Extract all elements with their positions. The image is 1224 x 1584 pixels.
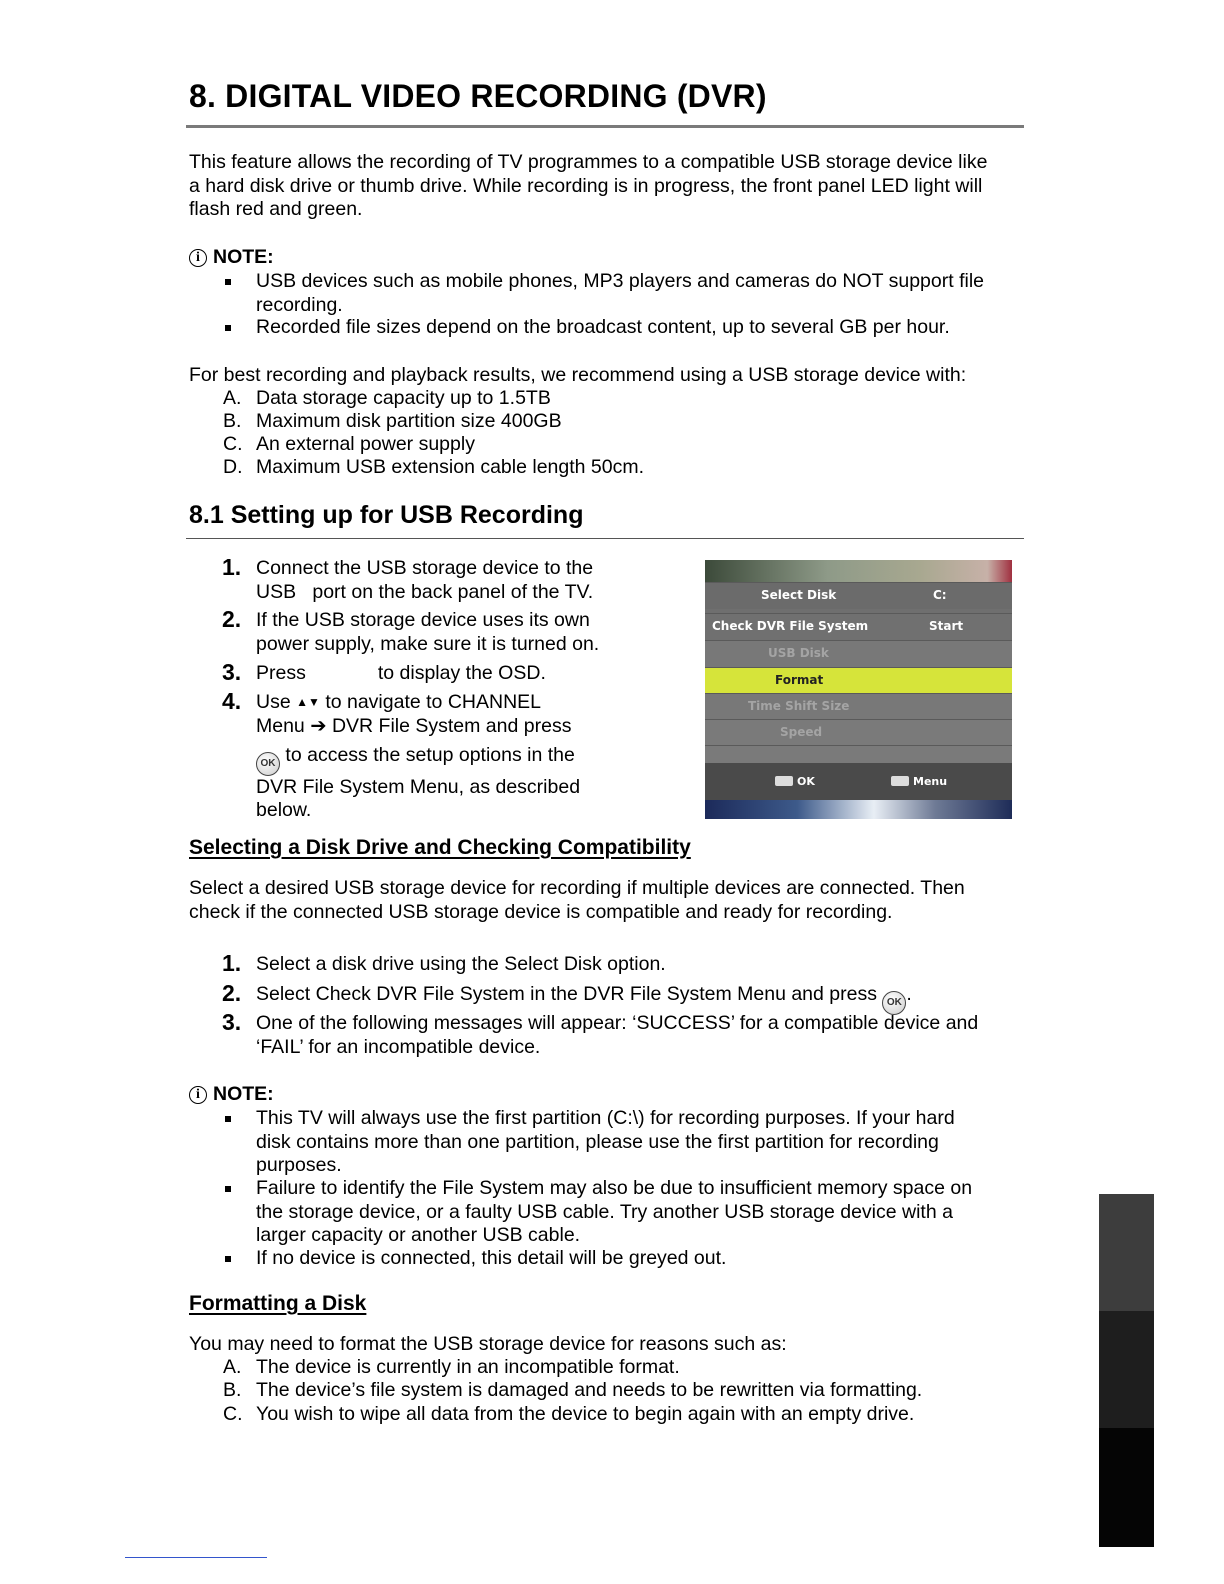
osd-footer-label: Menu bbox=[913, 775, 948, 788]
step-line: If the USB storage device uses its own bbox=[256, 609, 590, 631]
osd-row-label: Format bbox=[775, 673, 824, 687]
subsection-heading: Formatting a Disk bbox=[189, 1292, 367, 1315]
step-text bbox=[256, 557, 593, 604]
osd-row-label: Check DVR File System bbox=[712, 619, 869, 633]
osd-row bbox=[705, 582, 1012, 609]
step-word: . bbox=[906, 983, 912, 1005]
list-letter: A. bbox=[223, 387, 242, 409]
osd-footer bbox=[705, 763, 1012, 800]
up-arrow-icon: ▲ bbox=[296, 695, 308, 709]
list-letter: C. bbox=[223, 433, 243, 455]
osd-footer-ok bbox=[775, 775, 815, 788]
step-line: below. bbox=[256, 799, 312, 822]
osd-row-label: USB Disk bbox=[768, 646, 829, 660]
step-line: Connect the USB storage device to the bbox=[256, 557, 594, 579]
osd-row-value: Start bbox=[929, 619, 964, 633]
step-word: to display the OSD. bbox=[377, 662, 546, 684]
step-line: power supply, make sure it is turned on. bbox=[256, 632, 600, 655]
note-header bbox=[189, 1083, 274, 1106]
osd-row bbox=[705, 719, 1012, 746]
side-tab bbox=[1099, 1194, 1154, 1311]
osd-row bbox=[705, 640, 1012, 667]
note-line: recording. bbox=[256, 293, 343, 316]
note-bullet bbox=[256, 1107, 955, 1178]
step-text: Select a disk drive using the Select Disk option. bbox=[256, 953, 666, 975]
step-line: Menu ➔ DVR File System and press bbox=[256, 714, 572, 737]
note-bullet bbox=[256, 270, 984, 317]
osd-footer-menu bbox=[891, 775, 947, 788]
intro-paragraph bbox=[189, 151, 987, 222]
step-number: 2. bbox=[222, 606, 242, 632]
section-divider bbox=[186, 538, 1024, 539]
list-item: The device’s file system is damaged and needs to be rewritten via formatting. bbox=[256, 1379, 923, 1401]
osd-row-value: C: bbox=[933, 588, 947, 602]
step-word: Select Check DVR File System in the DVR File System Menu and press bbox=[256, 983, 877, 1005]
select-disk-paragraph bbox=[189, 877, 965, 924]
title-divider bbox=[186, 125, 1024, 128]
step-word: Press bbox=[256, 662, 306, 684]
step-number: 1. bbox=[222, 554, 242, 580]
paragraph-line: check if the connected USB storage device is compatible and ready for recording. bbox=[189, 900, 893, 923]
note-line: This TV will always use the first partition (C:\) for recording purposes. If your hard bbox=[256, 1107, 955, 1129]
note-bullet: Recorded file sizes depend on the broadcast content, up to several GB per hour. bbox=[256, 316, 950, 338]
list-letter: B. bbox=[223, 410, 242, 432]
step-text bbox=[256, 691, 580, 823]
intro-line: This feature allows the recording of TV programmes to a compatible USB storage device like bbox=[189, 151, 988, 173]
bullet-icon bbox=[225, 1186, 231, 1192]
page-title: 8. DIGITAL VIDEO RECORDING (DVR) bbox=[189, 78, 767, 114]
list-item: The device is currently in an incompatible format. bbox=[256, 1356, 680, 1378]
note-line: purposes. bbox=[256, 1154, 342, 1176]
note-line: Failure to identify the File System may also be due to insufficient memory space on bbox=[256, 1177, 973, 1199]
step-line: ‘FAIL’ for an incompatible device. bbox=[256, 1035, 541, 1058]
step-number: 3. bbox=[222, 1009, 242, 1035]
note-line: the storage device, or a faulty USB cable. Try another USB storage device with a bbox=[256, 1200, 953, 1223]
footer-rule bbox=[125, 1557, 267, 1558]
step-word: Use bbox=[256, 691, 291, 713]
side-tab bbox=[1099, 1428, 1154, 1547]
osd-top-strip bbox=[705, 560, 1012, 582]
step-line: One of the following messages will appear: ‘SUCCESS’ for a compatible device and bbox=[256, 1012, 979, 1034]
note-label: NOTE: bbox=[213, 1083, 274, 1105]
bullet-icon bbox=[225, 279, 231, 285]
list-letter: A. bbox=[223, 1356, 242, 1378]
section-heading: 8.1 Setting up for USB Recording bbox=[189, 501, 584, 529]
paragraph-line: Select a desired USB storage device for recording if multiple devices are connected. Then bbox=[189, 877, 965, 899]
list-item: An external power supply bbox=[256, 433, 475, 455]
step-text bbox=[256, 1012, 978, 1059]
note-line: larger capacity or another USB cable. bbox=[256, 1224, 581, 1246]
step-text bbox=[256, 983, 912, 1015]
intro-line: flash red and green. bbox=[189, 198, 363, 220]
osd-row bbox=[705, 693, 1012, 720]
osd-row-label: Select Disk bbox=[761, 588, 837, 602]
note-header bbox=[189, 246, 274, 269]
side-tab bbox=[1099, 1311, 1154, 1428]
step-number: 4. bbox=[222, 688, 242, 714]
ok-key-icon bbox=[775, 776, 793, 786]
step-line bbox=[256, 691, 580, 715]
osd-row bbox=[705, 613, 1012, 640]
note-label: NOTE: bbox=[213, 246, 274, 268]
ok-button-icon: OK bbox=[882, 991, 906, 1015]
step-line: USB port on the back panel of the TV. bbox=[256, 580, 594, 603]
info-icon: i bbox=[189, 1086, 207, 1104]
osd-footer-label: OK bbox=[797, 775, 815, 788]
subsection-heading: Selecting a Disk Drive and Checking Compatibility bbox=[189, 836, 691, 859]
step-line bbox=[256, 744, 580, 776]
note-line: USB devices such as mobile phones, MP3 players and cameras do NOT support file bbox=[256, 270, 984, 292]
list-item: Maximum USB extension cable length 50cm. bbox=[256, 456, 645, 478]
step-number: 3. bbox=[222, 659, 242, 685]
step-line: DVR File System Menu, as described bbox=[256, 775, 581, 798]
osd-bottom-strip bbox=[705, 800, 1012, 819]
list-item: You wish to wipe all data from the device to begin again with an empty drive. bbox=[256, 1403, 915, 1425]
bullet-icon bbox=[225, 1256, 231, 1262]
list-letter: C. bbox=[223, 1403, 243, 1425]
osd-row-selected bbox=[705, 667, 1012, 694]
note-bullet bbox=[256, 1177, 972, 1248]
osd-row-label: Speed bbox=[780, 725, 823, 739]
list-letter: D. bbox=[223, 456, 243, 478]
step-number: 2. bbox=[222, 980, 242, 1006]
down-arrow-icon: ▼ bbox=[308, 695, 320, 709]
note-bullet: If no device is connected, this detail will be greyed out. bbox=[256, 1247, 727, 1269]
format-lead: You may need to format the USB storage device for reasons such as: bbox=[189, 1333, 787, 1355]
bullet-icon bbox=[225, 1116, 231, 1122]
recommend-lead: For best recording and playback results, we recommend using a USB storage device with: bbox=[189, 364, 967, 386]
step-word: to navigate to CHANNEL bbox=[325, 691, 542, 713]
step-word: to access the setup options in the bbox=[285, 744, 575, 766]
list-item: Data storage capacity up to 1.5TB bbox=[256, 387, 551, 409]
osd-screenshot bbox=[705, 560, 1012, 819]
ok-button-icon: OK bbox=[256, 752, 280, 776]
info-icon: i bbox=[189, 249, 207, 267]
osd-row-empty bbox=[705, 745, 1012, 764]
step-text bbox=[256, 609, 599, 656]
note-line: disk contains more than one partition, please use the first partition for recording bbox=[256, 1130, 939, 1153]
step-number: 1. bbox=[222, 950, 242, 976]
step-text bbox=[256, 662, 546, 686]
bullet-icon bbox=[225, 325, 231, 331]
osd-row-label: Time Shift Size bbox=[748, 699, 850, 713]
list-item: Maximum disk partition size 400GB bbox=[256, 410, 562, 432]
menu-key-icon bbox=[891, 776, 909, 786]
list-letter: B. bbox=[223, 1379, 242, 1401]
intro-line: a hard disk drive or thumb drive. While recording is in progress, the front panel LED light will bbox=[189, 174, 983, 197]
